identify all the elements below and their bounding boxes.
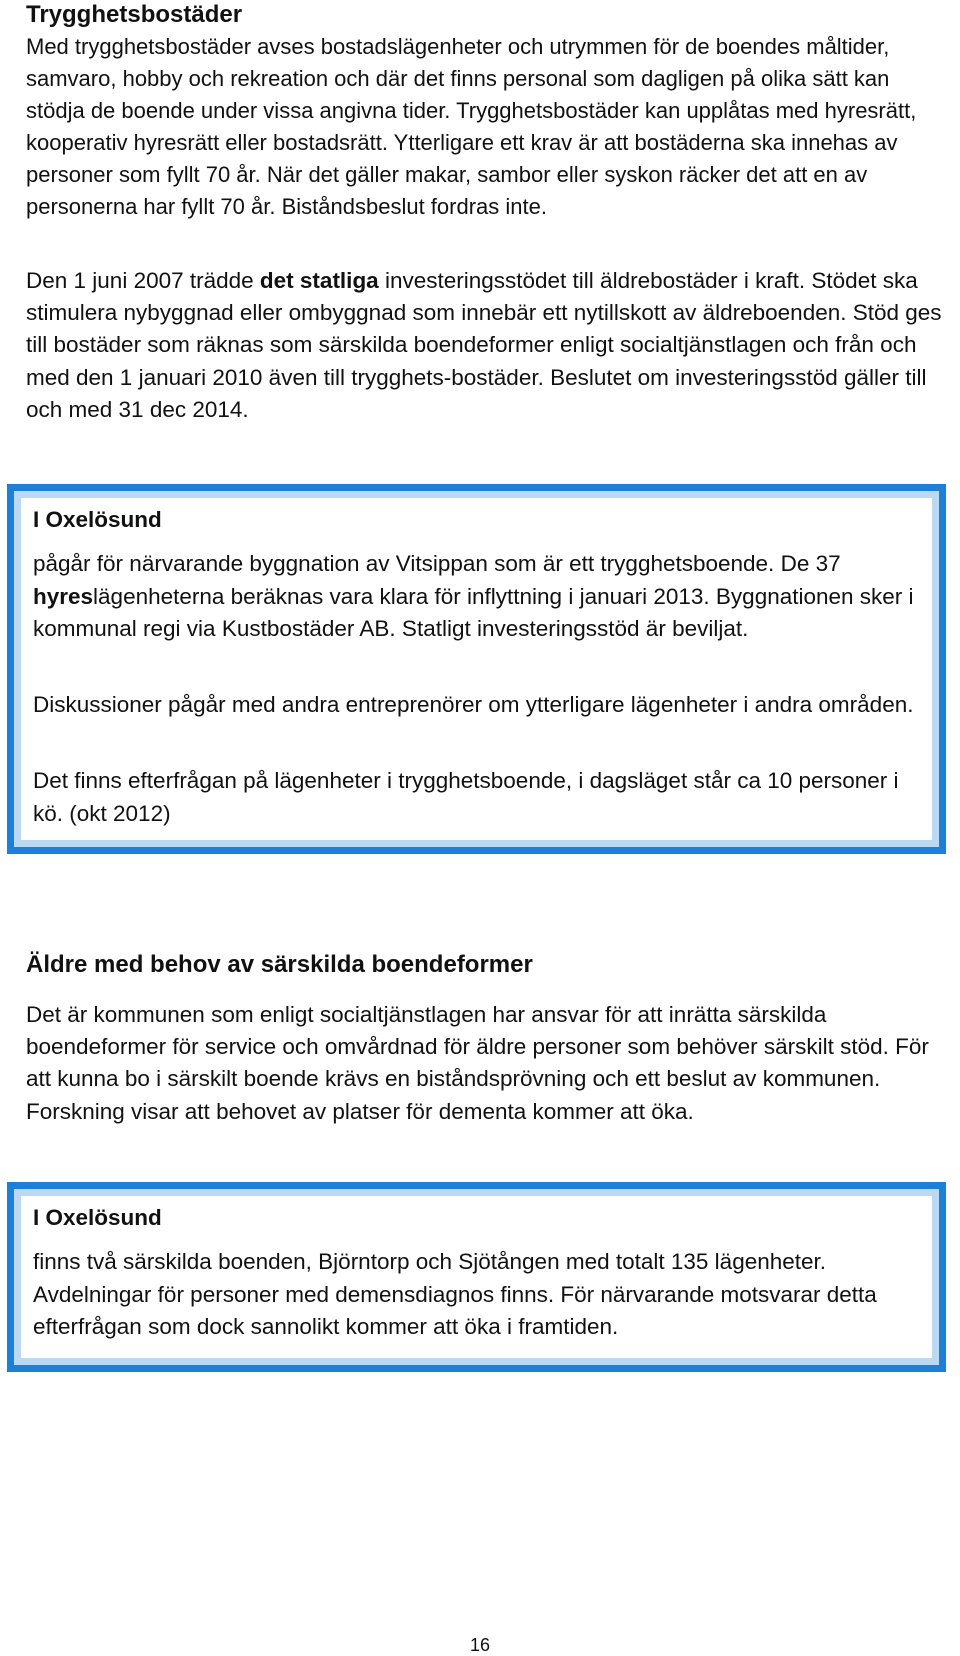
page-number: 16 [469,1635,491,1655]
info-box-oxelosund-trygghetsboende [7,484,946,854]
paragraph-text: pågår för närvarande byggnation av Vitsippan som är ett trygghetsboende. De 37 [33,551,841,576]
box-paragraph-vitsippan [33,548,933,646]
box-paragraph-boenden: finns två särskilda boenden, Björntorp och Sjötången med totalt 135 lägenheter. Avdelningar för personer med demensdiagnos finns. För närvarande motsvarar detta efterfrågan som dock sannolikt kommer att öka i framtiden. [33,1249,877,1339]
paragraph-trygghetsbostader-definition: Med trygghetsbostäder avses bostadslägenheter och utrymmen för de boendes måltider, samvaro, hobby och rekreation och där det finns personal som dagligen på olika sätt kan stödja de boende under vissa angivna tider. Trygghetsbostäder kan upplåtas med hyresrätt, kooperativ hyresrätt eller bostadsrätt. Ytterligare ett krav är att bostäderna ska innehas av personer som fyllt 70 år. När det gäller makar, sambor eller syskon räcker det att en av personerna har fyllt 70 år. Biståndsbeslut fordras inte. [26,34,917,219]
paragraph-text: Den 1 juni 2007 trädde [26,268,260,293]
section-title-trygghetsbostader: Trygghetsbostäder [26,1,243,28]
section-title-sarskilda-boendeformer: Äldre med behov av särskilda boendeformer [26,951,533,978]
paragraph-investeringsstod [26,265,946,426]
bold-text: hyres [33,583,94,609]
paragraph-text: investeringsstödet till äldrebostäder i kraft. Stödet ska stimulera nybyggnad eller ombyggnad som innebär ett nytillskott av äldreboenden. Stöd ges till bostäder som räknas som särskilda boendeformer enligt socialtjänstlagen och från och med den 1 januari 2010 även till trygghets-bostäder. Beslutet om investeringsstöd gäller till och med 31 dec 2014. [26,268,942,422]
paragraph-text: lägenheterna beräknas vara klara för inflyttning i januari 2013. Byggnationen sker i kommunal regi via Kustbostäder AB. Statligt investeringsstöd är beviljat. [33,583,914,641]
box-title: I Oxelösund [33,1205,162,1230]
info-box-oxelosund-sarskilt-boende [7,1182,946,1372]
box-paragraph-efterfragan: Det finns efterfrågan på lägenheter i trygghetsboende, i dagsläget står ca 10 personer i kö. (okt 2012) [33,768,899,826]
paragraph-sarskilda-boendeformer: Det är kommunen som enligt socialtjänstlagen har ansvar för att inrätta särskilda boendeformer för service och omvårdnad för äldre personer som behöver särskilt stöd. För att kunna bo i särskilt boende krävs en biståndsprövning och ett beslut av kommunen. Forskning visar att behovet av platser för dementa kommer att öka. [26,1002,929,1124]
box-title: I Oxelösund [33,507,162,532]
box-paragraph-entreprenorer: Diskussioner pågår med andra entreprenörer om ytterligare lägenheter i andra områden. [33,692,914,717]
bold-text: det statliga [259,268,379,293]
